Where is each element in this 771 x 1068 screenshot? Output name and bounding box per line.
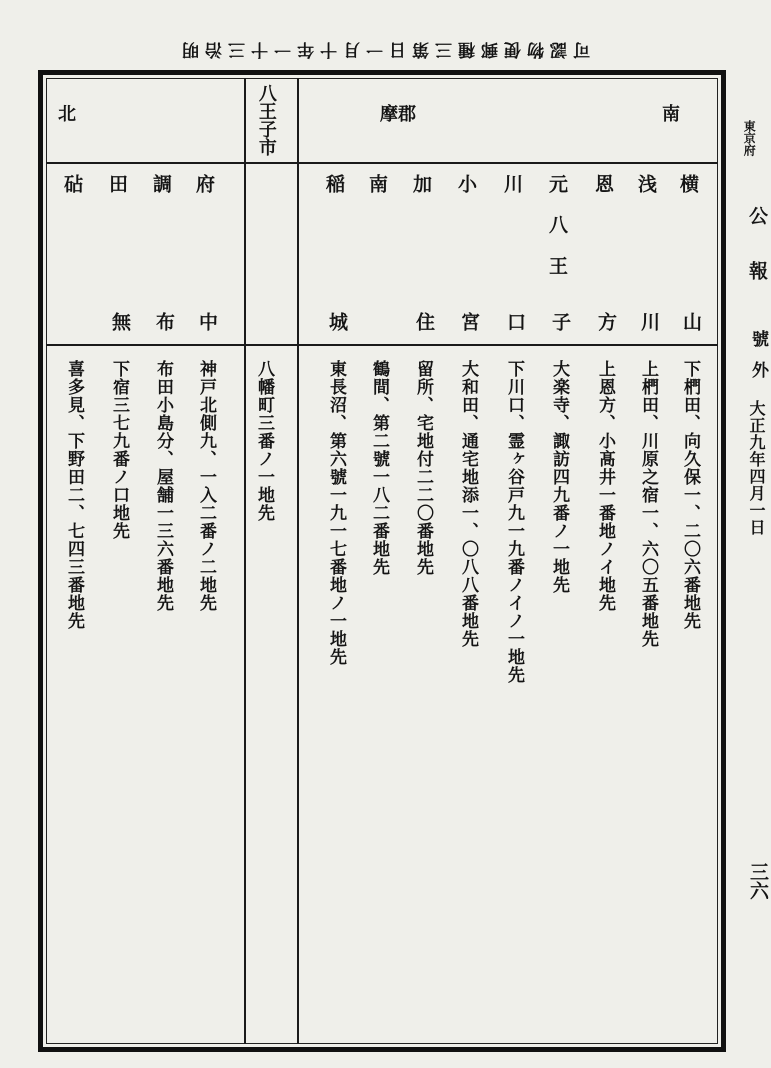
place-name-top: 加 [410, 174, 432, 193]
address-entry: 東長沼、第六號一九一七番地ノ一地先 [326, 360, 346, 666]
place-name-top: 南 [366, 174, 388, 193]
place-name-bottom: 宮 [458, 312, 480, 331]
margin-date: 大正九年四月一日 [747, 400, 766, 536]
address-entry: 布田小島分、屋舗一三六番地先 [153, 360, 173, 612]
header-notice [38, 34, 728, 70]
place-name-bottom: 川 [638, 312, 660, 331]
place-name-top: 横 [677, 174, 699, 193]
place-name-bottom: 方 [595, 312, 617, 331]
place-name-top: 恩 [592, 174, 614, 193]
address-entry: 上恩方、小髙井一番地ノイ地先 [595, 360, 615, 612]
margin-page-number: 三六 [747, 862, 769, 900]
place-name-top: 川 [501, 174, 523, 193]
place-name-top: 調 [150, 174, 172, 193]
place-name-top: 浅 [635, 174, 657, 193]
address-entry: 大楽寺、諏訪四九番ノ一地先 [549, 360, 569, 594]
rule-region-row [46, 162, 718, 164]
address-entry: 下川口、霊ヶ谷戸九一九番ノイノ一地先 [504, 360, 524, 684]
place-name-bottom: 口 [504, 312, 526, 331]
place-name-top: 府 [193, 174, 215, 193]
address-entry: 下椚田、向久保一、二〇六番地先 [680, 360, 700, 630]
place-name-top: 砧 [61, 174, 83, 193]
rule-place-row [46, 344, 718, 346]
margin-issue: 號外 [748, 330, 768, 392]
place-name-bottom: 住 [413, 312, 435, 331]
place-name-bottom: 山 [680, 312, 702, 331]
margin-bulletin: 公報 [746, 206, 768, 316]
region-label-kitatama: 北 [55, 104, 76, 122]
region-label-gun: 摩郡 [380, 104, 416, 125]
address-entry: 上椚田、川原之宿一、六〇五番地先 [638, 360, 658, 648]
address-entry: 八幡町三番ノ一地先 [254, 360, 274, 522]
place-name-bottom: 子 [549, 312, 571, 331]
divider-kitatama [244, 78, 246, 1044]
place-name-top: 田 [106, 174, 128, 193]
address-entry: 喜多見、下野田二、七四三番地先 [64, 360, 84, 630]
region-label-hachioji-city: 八王子市 [255, 84, 277, 156]
divider-hachioji [297, 78, 299, 1044]
place-name-top: 小 [455, 174, 477, 193]
place-name-top: 元八王 [546, 174, 568, 297]
header-text: 可認物便郵種三第日一月十年一十三治明 [176, 39, 590, 60]
place-name-bottom: 無 [109, 312, 131, 331]
region-label-minamitama [380, 100, 680, 126]
margin-publisher: 東京府 [742, 120, 757, 156]
place-name-bottom: 城 [326, 312, 348, 331]
place-name-bottom: 布 [153, 312, 175, 331]
address-entry: 留所、宅地付二二〇番地先 [413, 360, 433, 576]
address-entry: 大和田、通宅地添一、〇八八番地先 [458, 360, 478, 648]
address-entry: 下宿三七九番ノ口地先 [109, 360, 129, 540]
region-label-minami: 南 [662, 104, 680, 125]
address-entry: 鶴間、第二號一八二番地先 [369, 360, 389, 576]
place-name-bottom: 中 [196, 312, 218, 331]
place-name-top: 稲 [323, 174, 345, 193]
address-entry: 神戸北側九、一入二番ノ二地先 [196, 360, 216, 612]
